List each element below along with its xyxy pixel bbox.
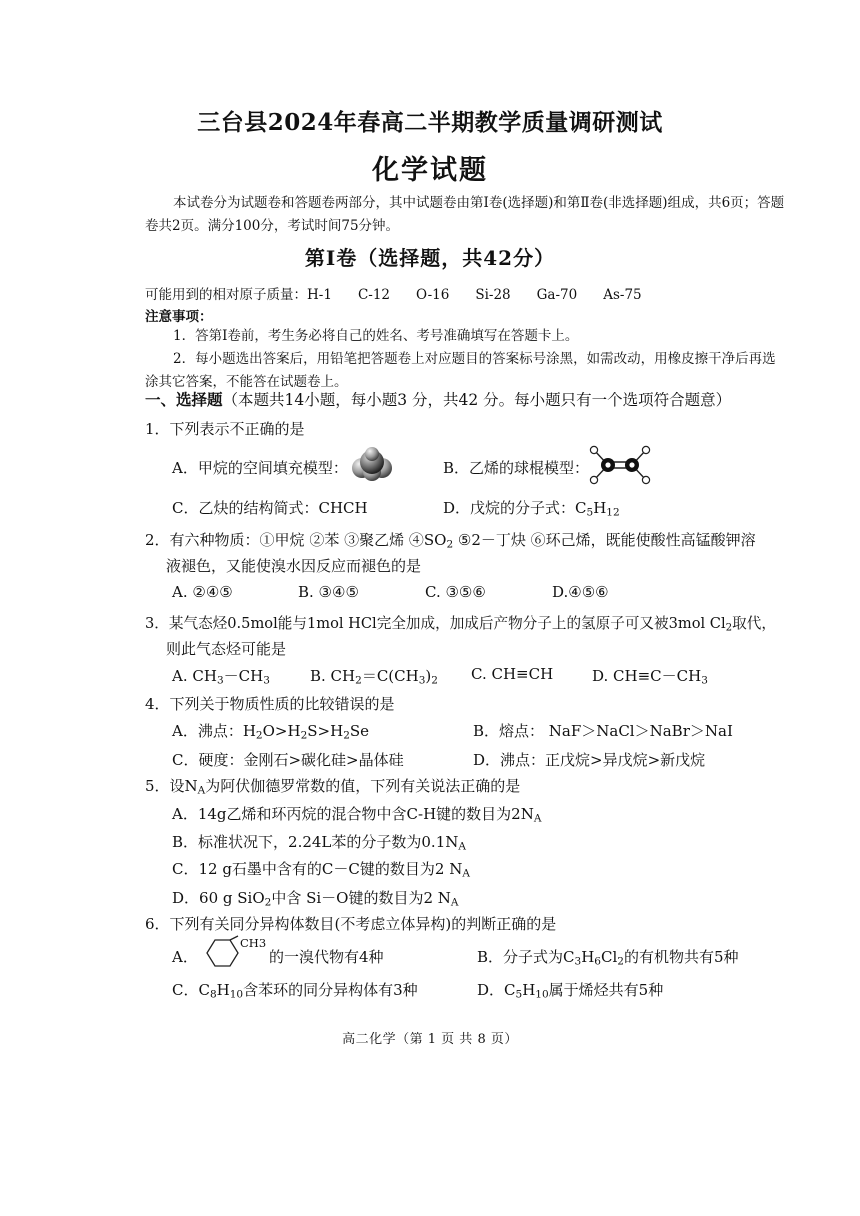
q1-option-a: A．甲烷的空间填充模型： [172,459,348,477]
q5-c-pre: C．12 g石墨中含有的C－C键的数目为2 N [172,860,463,878]
q6-option-b [477,946,739,967]
q4-a-pre: A．沸点：H [172,722,256,740]
q5-stem-pre: 5．设N [145,777,198,795]
q4-a-m1: O>H [262,722,301,740]
q6-b-s1: 3 [574,955,582,968]
q4-option-d: D．沸点：正戊烷>异戊烷>新戊烷 [473,751,706,769]
atomic-mass-h: H-1 [307,287,332,303]
atomic-mass-o: O-16 [416,287,450,303]
q2-l1-post: ⑤2－丁炔 ⑥环己烯，既能使酸性高锰酸钾溶 [453,531,756,549]
q6-c-m1: H [216,981,230,999]
q6-b-s3: 2 [617,955,624,968]
intro-paragraph: 本试卷分为试题卷和答题卷两部分，其中试题卷由第Ⅰ卷(选择题)和第Ⅱ卷(非选择题)组成，共6页；答题卷共2页。满分100分，考试时间75分钟。 [145,195,785,234]
q3-stem-line2: 则此气态烃可能是 [166,640,287,658]
subject-title: 化学试题 [372,155,488,186]
q5-option-a [172,803,541,824]
atomic-masses [145,283,668,303]
q1-stem: 1．下列表示不正确的是 [145,420,305,438]
q4-stem: 4．下列关于物质性质的比较错误的是 [145,695,395,713]
q6-b-pre: B．分子式为C [477,948,575,966]
q4-option-a [172,720,369,741]
q4-a-m2: S>H [307,722,344,740]
q3-b-mid: ＝C(CH [361,667,419,685]
q6-d-m1: H [522,981,536,999]
q2-option-c: C. ③⑤⑥ [425,583,486,601]
q5-d-sub1: 2 [264,896,272,909]
q5-d-mid: 中含 Si－O键的数目为2 N [271,889,451,907]
q5-a-pre: A．14g乙烯和环丙烷的混合物中含C-H键的数目为2N [172,805,534,823]
atomic-mass-as: As-75 [603,287,642,303]
atomic-masses-label: 可能用到的相对原子质量： [145,287,307,303]
q3-d-pre: D. CH≡C－CH [592,667,702,685]
q6-d-pre: D．C [477,981,516,999]
atomic-mass-si: Si-28 [475,287,511,303]
q2-stem-line1 [145,529,756,550]
q5-c-sub: A [462,867,470,880]
methane-space-filling-model-icon [350,448,394,482]
q4-a-s3: 2 [343,729,350,742]
section1-heading [145,388,731,410]
q6-option-a-text: 的一溴代物有4种 [269,948,384,966]
q1-option-c: C．乙炔的结构简式：CHCH [172,499,368,517]
q5-option-c [172,858,470,879]
q3-l1-post: 取代， [732,615,776,632]
ethylene-ball-stick-model-icon [588,444,652,486]
q5-option-b [172,831,466,852]
q3-option-c: C. CH≡CH [471,665,554,683]
q6-option-c [172,979,418,1000]
q4-a-post: Se [349,722,370,740]
q2-stem-line2: 液褪色，又能使溴水因反应而褪色的是 [166,557,422,575]
q1-option-d [443,497,620,518]
q3-option-d [592,665,708,686]
q5-a-sub: A [533,812,542,825]
q3-b-post: ) [425,667,432,685]
q5-b-sub: A [458,840,466,853]
section1-desc: （本题共14小题，每小题3 分，共42 分。每小题只有一个选项符合题意） [222,391,732,409]
exam-title: 三台县2024年春高二半期教学质量调研测试 [197,109,663,136]
notice-item-2: 2．每小题选出答案后，用铅笔把答题卷上对应题目的答案标号涂黑，如需改动，用橡皮擦干净后再选涂其它答案，不能答在试题卷上。 [145,351,776,390]
notice-item-1: 1．答第Ⅰ卷前，考生务必将自己的姓名、考号准确填写在答题卡上。 [173,328,579,344]
q3-option-a [172,665,270,686]
q3-a-sub1: 3 [216,674,224,687]
q5-option-d [172,887,458,908]
part1-title: 第Ⅰ卷（选择题，共42分） [304,246,556,270]
q2-option-d: D.④⑤⑥ [552,583,609,601]
q5-d-sub2: A [450,896,459,909]
q3-b-sub2: 3 [418,674,426,687]
q2-l1-sub: 2 [446,538,454,551]
q5-stem [145,775,520,796]
q3-b-sub3: 2 [431,674,438,687]
q6-c-s1: 8 [209,988,217,1001]
q4-option-b: B．熔点： NaF＞NaCl＞NaBr＞NaI [473,722,733,740]
q2-option-b: B. ③④⑤ [298,583,359,601]
notice-title: 注意事项： [145,309,213,325]
q3-l1-pre: 3．某气态烃0.5mol能与1mol HCl完全加成，加成后产物分子上的氢原子可又被3mol Cl [145,615,726,632]
q5-stem-post: 为阿伏伽德罗常数的值，下列有关说法正确的是 [205,777,521,795]
q2-option-a: A. ②④⑤ [172,583,233,601]
q6-c-post: 含苯环的同分异构体有3种 [243,981,418,999]
q5-d-pre: D．60 g SiO [172,889,265,907]
q3-a-mid: －CH [223,667,264,685]
q3-option-b [310,665,438,686]
q6-d-post: 属于烯烃共有5种 [548,981,664,999]
q6-b-m2: Cl [600,948,618,966]
q1-d-sub2: 12 [606,506,620,519]
q6-b-post: 的有机物共有5种 [623,948,739,966]
atomic-mass-ga: Ga-70 [536,287,578,303]
q4-a-s1: 2 [255,729,263,742]
q6-ch3-label: CH3 [240,936,267,950]
q5-b-pre: B．标准状况下，2.24L苯的分子数为0.1N [172,833,459,851]
q6-option-a-label: A． [172,948,198,966]
q3-l1-sub: 2 [725,622,733,634]
q3-stem-line1 [145,612,776,633]
q1-option-b: B．乙烯的球棍模型： [443,459,590,477]
section1-head: 一、选择题 [145,390,223,409]
q6-b-m1: H [581,948,595,966]
q1-d-sub1: 5 [586,506,594,519]
q5-stem-sub: A [197,784,206,797]
q3-d-sub: 3 [701,674,708,687]
q3-b-pre: B. CH [310,667,356,685]
atomic-mass-c: C-12 [357,287,391,303]
page-footer: 高二化学（第 1 页 共 8 页） [342,1032,518,1047]
q6-c-pre: C．C [172,981,210,999]
q6-stem: 6．下列有关同分异构体数目(不考虑立体异构)的判断正确的是 [145,915,557,933]
q6-c-s2: 10 [229,988,244,1001]
q1-d-pre: D．戊烷的分子式：C [443,499,587,517]
q3-a-sub2: 3 [263,674,270,687]
q6-d-s2: 10 [535,988,549,1001]
q6-d-s1: 5 [515,988,523,1001]
q3-a-pre: A. CH [172,667,217,685]
q1-d-mid: H [593,499,607,517]
q6-option-d [477,979,663,1000]
q2-l1-pre: 2．有六种物质：①甲烷 ②苯 ③聚乙烯 ④SO [145,531,447,549]
q4-a-s2: 2 [300,729,308,742]
q6-b-s2: 6 [594,955,601,968]
q3-b-sub1: 2 [355,674,362,687]
q4-option-c: C．硬度：金刚石>碳化硅>晶体硅 [172,751,404,769]
